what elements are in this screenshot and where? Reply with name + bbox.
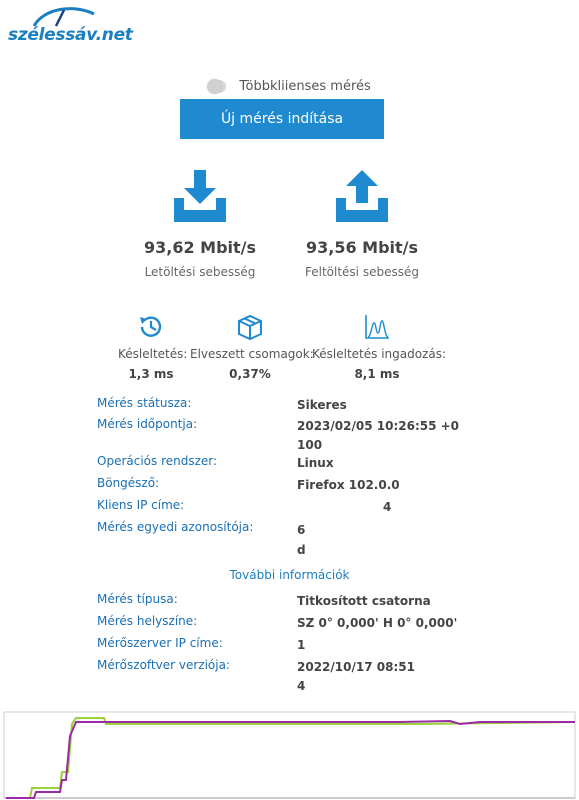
latency-stat [118,313,188,381]
multiclient-toggle[interactable] [208,80,226,93]
detail-key: Mérés státusza: [97,396,192,410]
download-result [120,168,280,279]
detail-value: 4 [383,500,392,514]
detail-row [97,396,462,415]
detail-key: Mérőszerver IP címe: [97,636,223,650]
detail-key: Mérőszoftver verziója: [97,658,230,672]
detail-row [97,592,477,611]
detail-key: Böngésző: [97,476,160,490]
detail-row [97,614,477,633]
detail-row [97,454,462,473]
jitter-stat [312,313,447,381]
detail-value: 2022/10/17 08:51 4 [297,660,415,693]
detail-value: SZ 0° 0,000' H 0° 0,000' [297,616,458,630]
download-speed-label: Letöltési sebesség [144,265,256,279]
upload-result [282,168,442,279]
upload-speed-label: Feltöltési sebesség [305,265,419,279]
packet-loss-label: Elveszett csomagok: [190,347,314,361]
detail-value: Sikeres [297,398,347,412]
detail-key: Kliens IP címe: [97,498,185,512]
upload-tray-icon [334,168,390,224]
logo-text: szélessáv.net [8,25,133,45]
packet-loss-stat [190,313,314,381]
detail-value: 1 [297,638,306,652]
detail-key: Mérés típusa: [97,592,178,606]
detail-key: Mérés időpontja: [97,417,198,431]
detail-row [97,417,462,455]
detail-value: 2023/02/05 10:26:55 +0100 [297,419,460,452]
latency-value: 1,3 ms [128,367,174,381]
jitter-label: Késleltetés ingadozás: [312,347,447,361]
package-box-icon [236,313,264,341]
start-measurement-button[interactable]: Új mérés indítása [180,99,384,139]
packet-loss-value: 0,37% [229,367,271,381]
detail-value: 6 d [297,523,306,557]
site-logo[interactable] [8,4,132,46]
multiclient-label: Többkliienses mérés [239,79,371,94]
detail-row [97,498,462,517]
detail-value: Titkosított csatorna [297,594,431,608]
clock-history-icon [137,313,165,341]
latency-label: Késleltetés: [118,347,188,361]
detail-key: Operációs rendszer: [97,454,218,468]
download-tray-icon [172,168,228,224]
multiclient-toggle-row [0,76,579,95]
distribution-graph-icon [363,313,391,341]
download-speed-value: 93,62 Mbit/s [143,238,257,257]
detail-value: Linux [297,456,334,470]
more-info-link[interactable]: További információk [229,568,350,582]
detail-row [97,636,462,655]
detail-row [97,520,309,560]
jitter-value: 8,1 ms [354,367,400,381]
detail-row [97,476,462,495]
detail-value: Firefox 102.0.0 [297,478,400,492]
detail-key: Mérés egyedi azonosítója: [97,520,254,534]
detail-key: Mérés helyszíne: [97,614,198,628]
detail-row [97,658,427,696]
upload-speed-value: 93,56 Mbit/s [305,238,419,257]
speed-chart [0,710,579,800]
